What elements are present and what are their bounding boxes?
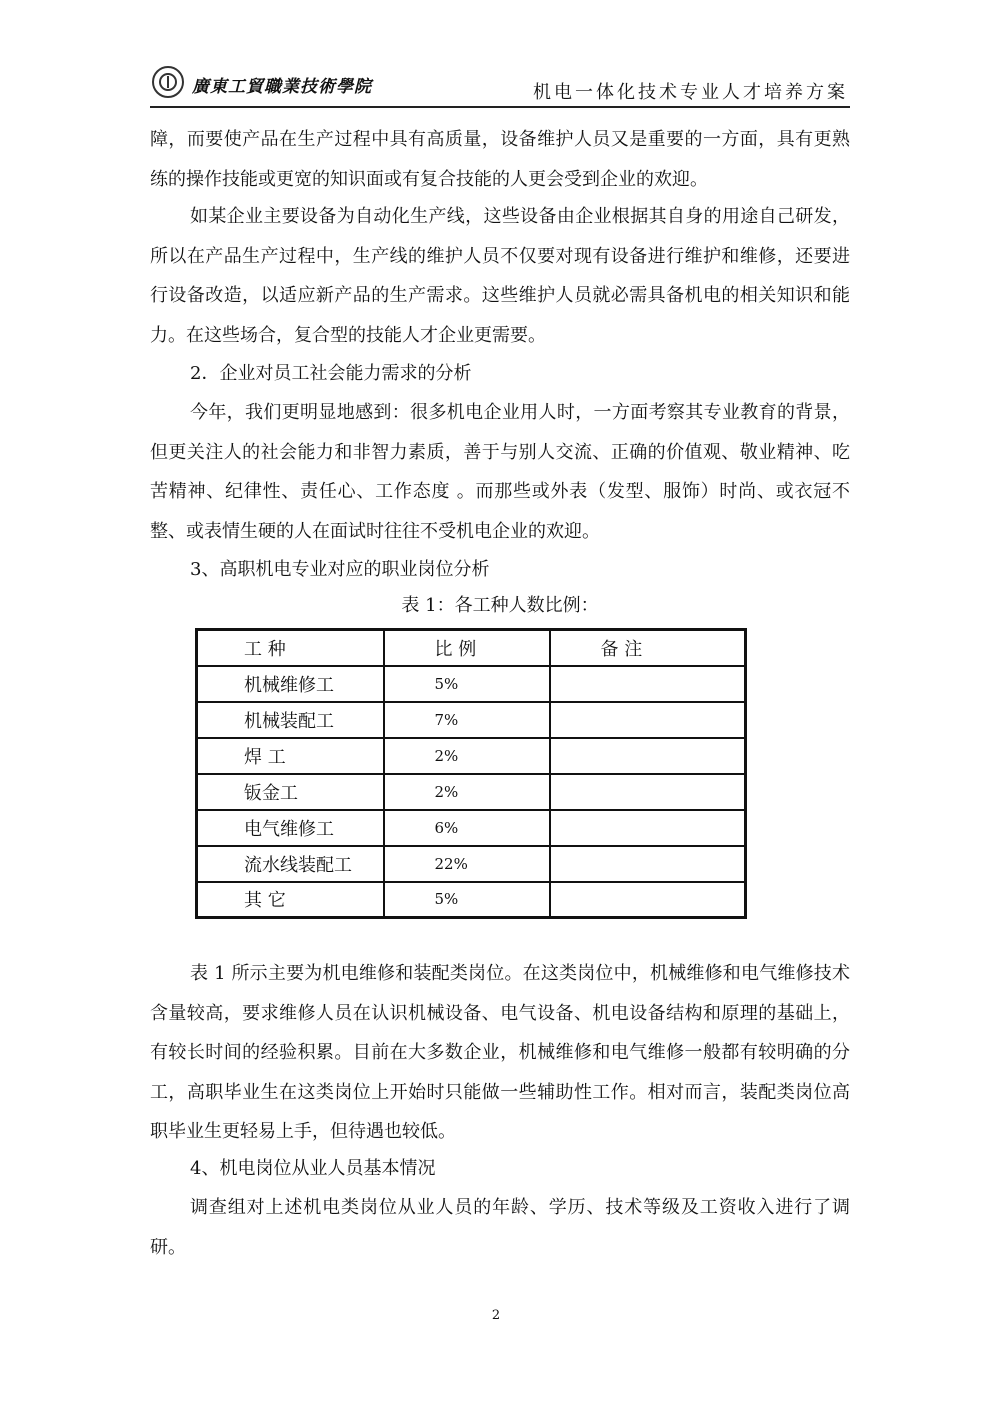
cell-ratio: 2% xyxy=(384,774,550,810)
paragraph-4: 表 1 所示主要为机电维修和装配类岗位。在这类岗位中，机械维修和电气维修技术含量较高，要求维修人员在认识机械设备、电气设备、机电设备结构和原理的基础上，有较长时间的经验积累。目前在大多数企业，机械维修和电气维修一般都有较明确的分工，高职毕业生在这类岗位上开始时只能做一些辅助性工作。相对而言，装配类岗位高职毕业生更轻易上手，但待遇也较低。 xyxy=(150,963,850,1142)
cell-ratio: 22% xyxy=(384,846,550,882)
job-ratio-table xyxy=(195,628,747,919)
table-row xyxy=(197,666,746,702)
cell-type: 钣金工 xyxy=(197,774,384,810)
table-row xyxy=(197,774,746,810)
paragraph-1: 障，而要使产品在生产过程中具有高质量，设备维护人员又是重要的一方面，具有更熟练的操作技能或更宽的知识面或有复合技能的人更会受到企业的欢迎。 xyxy=(150,129,850,190)
header-cell-ratio: 比 例 xyxy=(384,630,550,666)
document-title: 机电一体化技术专业人才培养方案 xyxy=(533,82,848,103)
cell-note xyxy=(550,702,746,738)
table-row xyxy=(197,702,746,738)
school-name: 廣東工貿職業技術學院 xyxy=(192,77,372,97)
cell-ratio: 2% xyxy=(384,738,550,774)
cell-type: 机械维修工 xyxy=(197,666,384,702)
table-row xyxy=(197,810,746,846)
cell-type: 其 它 xyxy=(197,882,384,918)
table-row xyxy=(197,738,746,774)
cell-note xyxy=(550,846,746,882)
header-cell-note: 备 注 xyxy=(550,630,746,666)
cell-ratio: 7% xyxy=(384,702,550,738)
table-caption: 表 1：各工种人数比例： xyxy=(401,595,599,616)
cell-type: 流水线装配工 xyxy=(197,846,384,882)
school-logo-icon xyxy=(152,66,184,98)
cell-type: 电气维修工 xyxy=(197,810,384,846)
paragraph-2: 如某企业主要设备为自动化生产线，这些设备由企业根据其自身的用途自己研发，所以在产品生产过程中，生产线的维护人员不仅要对现有设备进行维护和维修，还要进行设备改造，以适应新产品的生产需求。这些维护人员就必需具备机电的相关知识和能力。在这些场合，复合型的技能人才企业更需要。 xyxy=(150,206,850,346)
cell-note xyxy=(550,774,746,810)
cell-type: 焊 工 xyxy=(197,738,384,774)
cell-note xyxy=(550,810,746,846)
cell-type: 机械装配工 xyxy=(197,702,384,738)
paragraph-5: 调查组对上述机电类岗位从业人员的年龄、学历、技术等级及工资收入进行了调研。 xyxy=(150,1197,850,1258)
cell-ratio: 5% xyxy=(384,666,550,702)
page-header xyxy=(150,62,850,108)
paragraph-3: 今年，我们更明显地感到：很多机电企业用人时，一方面考察其专业教育的背景，但更关注人的社会能力和非智力素质，善于与别人交流、正确的价值观、敬业精神、吃苦精神、纪律性、责任心、工作态度 。而那些或外表（发型、服饰）时尚、或衣冠不整、或表情生硬的人在面试时往往不受机电企业的欢迎。 xyxy=(150,402,850,542)
section-heading-2: 2．企业对员工社会能力需求的分析 xyxy=(190,363,472,384)
table-header-row xyxy=(197,630,746,666)
table-row xyxy=(197,846,746,882)
cell-ratio: 5% xyxy=(384,882,550,918)
cell-note xyxy=(550,738,746,774)
page-number: 2 xyxy=(491,1308,501,1323)
section-heading-3: 3、高职机电专业对应的职业岗位分析 xyxy=(190,559,490,580)
table-row xyxy=(197,882,746,918)
section-heading-4: 4、机电岗位从业人员基本情况 xyxy=(190,1158,436,1179)
header-cell-type: 工 种 xyxy=(197,630,384,666)
cell-note xyxy=(550,882,746,918)
cell-note xyxy=(550,666,746,702)
cell-ratio: 6% xyxy=(384,810,550,846)
